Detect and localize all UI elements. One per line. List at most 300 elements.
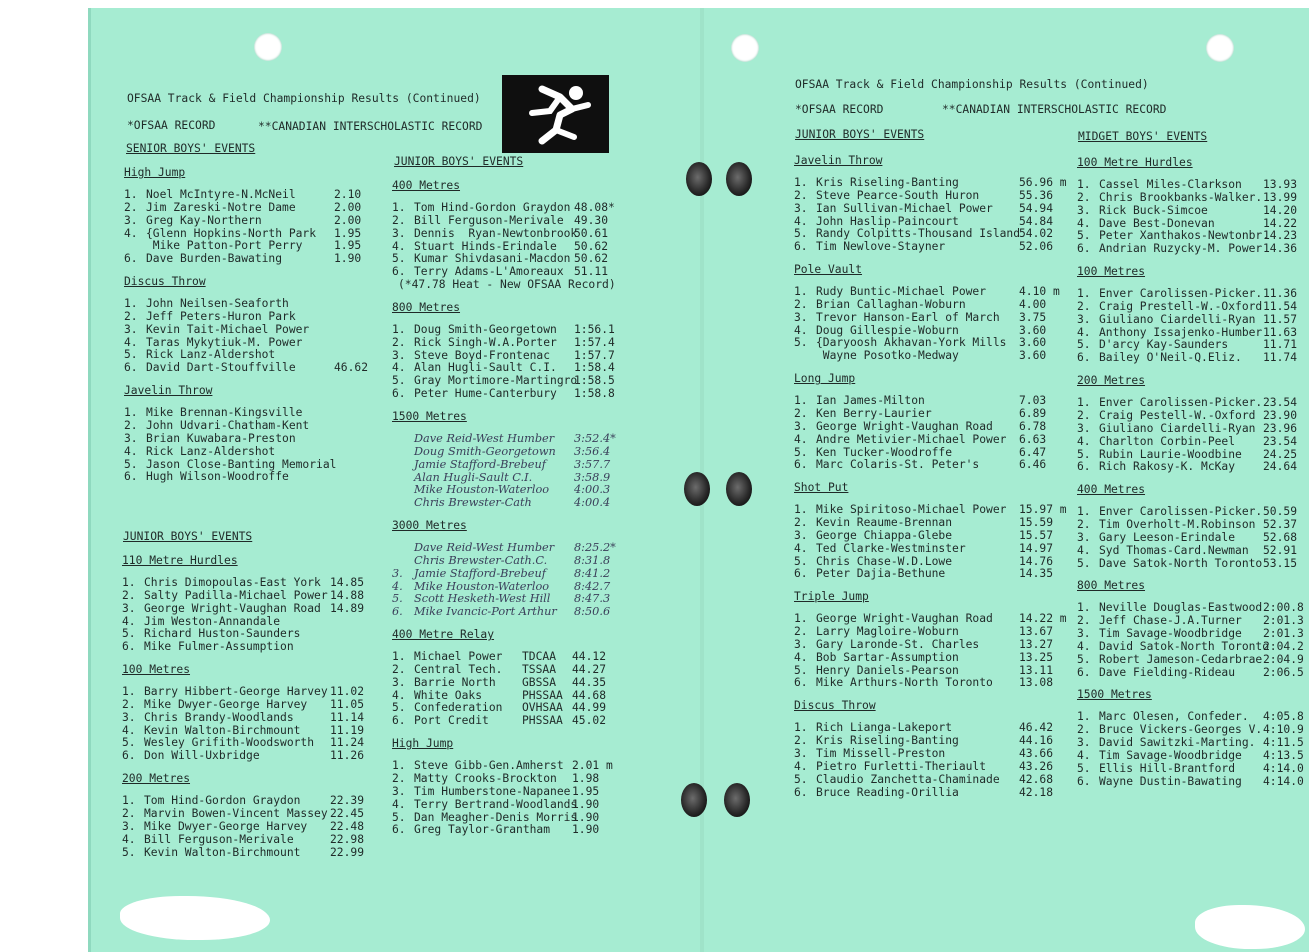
place-number: 1. — [122, 685, 136, 699]
result-row — [124, 202, 374, 215]
event-heading: 100 Metres — [122, 663, 191, 677]
place-number: 1. — [794, 503, 808, 517]
athlete-name: D'arcy Kay-Saunders — [1099, 338, 1229, 352]
athlete-name: Dave Fielding-Rideau — [1099, 665, 1236, 679]
place-number: 2. — [794, 188, 808, 202]
place-number: 1. — [392, 322, 406, 336]
place-number: 2. — [1077, 299, 1091, 313]
result-row — [794, 434, 1069, 447]
athlete-name: Chris Dimopoulas-East York — [144, 576, 321, 589]
place-number: 4. — [392, 361, 406, 375]
athlete-name: Giuliano Ciardelli-Ryan — [1099, 312, 1256, 326]
athlete-name: Bruce Reading-Orillia — [816, 785, 959, 799]
place-number: 2. — [1077, 518, 1091, 532]
result-row — [794, 241, 1069, 254]
place-number: 4. — [794, 432, 808, 446]
result-row — [392, 664, 632, 677]
athlete-name: Tim Overholt-M.Robinson — [1099, 518, 1256, 532]
place-number: 5. — [1077, 652, 1091, 666]
athlete-name: Brian Callaghan-Woburn — [816, 297, 966, 311]
place-number: 4. — [124, 226, 138, 240]
result-value: 1.90 — [572, 823, 600, 837]
result-row — [392, 542, 632, 555]
event-block — [1077, 375, 1303, 474]
athlete-name: Tim Missell-Preston — [816, 747, 946, 760]
athlete-name: Wayne Dustin-Bawating — [1099, 774, 1242, 788]
binder-ring-icon — [724, 783, 750, 817]
result-value: 6.78 — [1019, 419, 1047, 433]
place-number: 6. — [122, 640, 136, 654]
event-block — [794, 264, 1069, 363]
event-heading: 100 Metre Hurdles — [1077, 156, 1193, 169]
result-value: 3.60 — [1019, 349, 1047, 363]
result-value: 3.60 — [1019, 323, 1047, 337]
place-number: 6. — [392, 823, 406, 837]
place-number: 1. — [122, 794, 136, 808]
result-row — [392, 715, 632, 728]
result-value: 42.68 — [1019, 772, 1054, 786]
result-row — [1077, 205, 1303, 218]
place-number: 1. — [794, 285, 808, 299]
result-value: 44.35 — [572, 675, 607, 689]
result-row — [124, 311, 374, 324]
result-row — [124, 215, 374, 228]
athlete-name: Tim Humberstone-Napanee — [414, 784, 571, 798]
result-row — [122, 847, 377, 860]
place-number: 3. — [392, 226, 406, 240]
place-number: 4. — [122, 832, 136, 846]
athlete-name: Bailey O'Neil-Q.Eliz. — [1099, 351, 1242, 365]
athlete-name: Mike Spiritoso-Michael Power — [816, 503, 1007, 517]
place-number: 5. — [122, 627, 136, 641]
athlete-name: Enver Carolissen-Picker. — [1099, 505, 1263, 519]
result-value: 1:57.4 — [574, 335, 615, 349]
athlete-name: Richard Huston-Saunders — [144, 627, 301, 641]
athlete-name: Bruce Vickers-Georges V. — [1099, 723, 1263, 737]
athlete-name: Dave Satok-North Toronto — [1099, 556, 1263, 570]
result-row — [794, 652, 1069, 665]
place-number: 1. — [1077, 601, 1091, 615]
record-legend — [795, 104, 883, 117]
place-number: 3. — [794, 637, 808, 651]
result-row — [1077, 436, 1303, 449]
result-value: 54.02 — [1019, 227, 1054, 241]
result-row — [124, 253, 374, 266]
result-value: 2:04.2 — [1263, 639, 1304, 653]
place-number: 5. — [124, 348, 138, 362]
result-row — [122, 603, 377, 616]
event-block — [392, 302, 632, 401]
left-header — [127, 93, 481, 106]
result-value: 14.76 — [1019, 554, 1054, 568]
event-heading: Triple Jump — [794, 590, 869, 604]
result-value: 1.90 — [572, 797, 600, 811]
place-number: 6. — [794, 785, 808, 799]
result-value: 43.66 — [1019, 747, 1054, 760]
place-number: 4. — [794, 323, 808, 337]
place-number: 5. — [1077, 556, 1091, 570]
torn-spot — [120, 896, 270, 940]
result-value: 54.94 — [1019, 201, 1054, 215]
athlete-name: Robert Jameson-Cedarbrae — [1099, 652, 1263, 666]
athlete-name: Peter Dajia-Bethune — [816, 567, 946, 581]
athlete-name: Gary Leeson-Erindale — [1099, 530, 1236, 544]
result-row — [794, 312, 1069, 325]
result-value: 45.02 — [572, 714, 607, 728]
place-number: 5. — [794, 227, 808, 241]
event-heading: Discus Throw — [794, 699, 876, 713]
result-value: 8:31.8 — [574, 553, 611, 567]
result-value: 3.60 — [1019, 336, 1047, 350]
athlete-name: John Haslip-Paincourt — [816, 214, 959, 228]
result-row — [794, 459, 1069, 472]
place-number: 1. — [122, 576, 136, 589]
athlete-name: David Dart-Stouffville — [146, 361, 296, 375]
event-heading: 1500 Metres — [392, 409, 467, 423]
place-number: 3. — [392, 675, 406, 689]
result-value: 56.96 m — [1019, 176, 1067, 189]
place-number: 3. — [122, 710, 136, 724]
place-number: 6. — [124, 252, 138, 266]
athlete-name: Kevin Reaume-Brennan — [816, 516, 953, 530]
result-row — [1077, 461, 1303, 474]
place-number: 3. — [124, 213, 138, 227]
result-value: 13.08 — [1019, 676, 1054, 690]
athlete-name: Steve Pearce-South Huron — [816, 188, 980, 202]
result-value: 14.88 — [330, 588, 365, 602]
athlete-name: George Wright-Vaughan Road — [816, 419, 993, 433]
place-number: 6. — [124, 361, 138, 375]
result-value: 52.91 — [1263, 543, 1298, 557]
result-value: 14.85 — [330, 576, 365, 589]
result-row — [794, 530, 1069, 543]
place-number: 2. — [392, 213, 406, 227]
event-block — [794, 700, 1069, 799]
result-value: 4:13.5 — [1263, 749, 1304, 762]
place-number: 4. — [392, 579, 403, 593]
section-heading — [126, 143, 255, 156]
result-value: 6.89 — [1019, 406, 1047, 420]
event-block — [794, 591, 1069, 690]
athlete-name: Gary Laronde-St. Charles — [816, 637, 980, 651]
result-row — [1077, 750, 1303, 763]
place-number: 1. — [124, 406, 138, 420]
result-value: 46.42 — [1019, 721, 1054, 735]
result-value: 2:01.3 — [1263, 627, 1304, 641]
torn-spot — [1195, 905, 1305, 949]
result-row — [392, 824, 632, 837]
result-row — [124, 446, 374, 459]
place-number: 3. — [392, 566, 403, 580]
event-heading: 200 Metres — [122, 772, 191, 786]
result-row — [392, 202, 632, 215]
result-value: 4:10.9 — [1263, 723, 1304, 737]
right-header — [795, 79, 1149, 92]
result-row — [122, 590, 377, 603]
athlete-name: Tim Savage-Woodbridge — [1099, 627, 1242, 641]
athlete-name: Dave Reid-West Humber — [414, 541, 555, 555]
place-number: 4. — [1077, 216, 1091, 230]
place-number: 4. — [794, 541, 808, 555]
athlete-name: Ken Berry-Laurier — [816, 406, 932, 420]
result-row — [392, 651, 632, 664]
result-value: 11.02 — [330, 685, 365, 699]
result-row — [392, 799, 632, 812]
punch-hole — [731, 34, 759, 62]
athlete-name: Andre Metivier-Michael Power — [816, 432, 1007, 446]
athlete-name: Brian Kuwabara-Preston — [146, 431, 296, 445]
place-number: 4. — [122, 614, 136, 628]
result-value: 14.22 — [1263, 216, 1298, 230]
result-value: 3:56.4 — [574, 444, 611, 458]
athlete-name: Cassel Miles-Clarkson — [1099, 178, 1242, 191]
region-code: OVHSAA — [522, 701, 563, 715]
result-value: 44.27 — [572, 662, 607, 676]
place-number: 6. — [794, 458, 808, 472]
place-number: 5. — [794, 336, 808, 350]
result-value: 4:05.8 — [1263, 710, 1304, 724]
athlete-name: Jeff Peters-Huron Park — [146, 309, 296, 323]
result-value: 15.59 — [1019, 516, 1054, 530]
junior-boys-heading-right: JUNIOR BOYS' EVENTS — [795, 128, 925, 141]
athlete-name: Mike Dwyer-George Harvey — [144, 697, 308, 711]
result-value: 6.47 — [1019, 445, 1047, 459]
result-row — [794, 774, 1069, 787]
place-number: 3. — [124, 322, 138, 336]
result-row — [794, 517, 1069, 530]
place-number: 2. — [794, 406, 808, 420]
athlete-name: Bill Ferguson-Merivale — [414, 213, 564, 227]
result-row — [1077, 288, 1303, 301]
result-row — [794, 626, 1069, 639]
result-value: 22.48 — [330, 819, 365, 833]
sheet-edge — [88, 8, 91, 952]
binder-ring-icon — [684, 472, 710, 506]
athlete-name: Stuart Hinds-Erindale — [414, 239, 557, 253]
athlete-name: {Daryoosh Akhavan-York Mills — [816, 336, 1007, 350]
athlete-name: Salty Padilla-Michael Power — [144, 588, 328, 602]
result-value: 1:58.5 — [574, 374, 615, 388]
event-heading: 400 Metres — [1077, 483, 1146, 497]
result-value: 13.27 — [1019, 637, 1054, 651]
athlete-name: Michael Power — [414, 650, 503, 664]
athlete-name: David Sawitzki-Marting. — [1099, 736, 1256, 750]
result-row — [794, 677, 1069, 690]
result-value: 6.46 — [1019, 458, 1047, 472]
athlete-name: Marc Colaris-St. Peter's — [816, 458, 980, 472]
result-value: 23.90 — [1263, 408, 1298, 422]
place-number: 3. — [1077, 203, 1091, 217]
junior-boys-heading-2: JUNIOR BOYS' EVENTS — [394, 155, 524, 168]
athlete-name: Rich Rakosy-K. McKay — [1099, 460, 1236, 474]
athlete-name: Kris Riseling-Banting — [816, 734, 959, 748]
athlete-name: Greg Taylor-Grantham — [414, 823, 551, 837]
athlete-name: Barrie North — [414, 675, 496, 689]
athlete-name: Tim Savage-Woodbridge — [1099, 749, 1242, 762]
place-number: 5. — [392, 701, 406, 715]
event-heading: 800 Metres — [392, 300, 461, 314]
result-value: 14.36 — [1263, 242, 1298, 256]
place-number: 3. — [124, 431, 138, 445]
result-value: 50.62 — [574, 252, 609, 266]
result-value: 3:57.7 — [574, 457, 611, 471]
athlete-name: Rubin Laurie-Woodbine — [1099, 447, 1242, 461]
result-value: 4.10 m — [1019, 285, 1060, 299]
event-block — [392, 629, 632, 728]
place-number: 3. — [1077, 421, 1091, 435]
place-number: 4. — [392, 688, 406, 702]
place-number: 2. — [392, 662, 406, 676]
event-block — [392, 520, 632, 619]
result-row — [1077, 628, 1303, 641]
result-value: 4:14.0 — [1263, 761, 1304, 775]
result-row — [122, 821, 377, 834]
result-value: 6.63 — [1019, 432, 1047, 446]
place-number: 5. — [122, 736, 136, 750]
athlete-name: Barry Hibbert-George Harvey — [144, 685, 328, 699]
athlete-name: Dave Reid-West Humber — [414, 431, 555, 445]
place-number: 5. — [122, 845, 136, 859]
athlete-name: Craig Pestell-W.-Oxford — [1099, 408, 1256, 422]
place-number: 1. — [794, 176, 808, 189]
athlete-name: Mike Brennan-Kingsville — [146, 406, 303, 420]
event-heading: 100 Metres — [1077, 265, 1146, 279]
region-code: TSSAA — [522, 662, 557, 676]
place-number: 2. — [124, 200, 138, 214]
result-value: 13.93 — [1263, 178, 1298, 191]
place-number: 4. — [1077, 639, 1091, 653]
athlete-name: Alan Hugli-Sault C.I. — [414, 361, 557, 375]
athlete-name: Bill Ferguson-Merivale — [144, 832, 294, 846]
place-number: 5. — [794, 772, 808, 786]
event-block — [1077, 689, 1303, 788]
result-row — [124, 189, 374, 202]
section-heading — [795, 129, 924, 142]
place-number: 5. — [124, 457, 138, 471]
athlete-name: Doug Gillespie-Woburn — [816, 323, 959, 337]
athlete-name: Rick Lanz-Aldershot — [146, 444, 276, 458]
result-value: 14.23 — [1263, 229, 1298, 243]
athlete-name: Alan Hugli-Sault C.I. — [414, 470, 533, 484]
result-row — [1077, 667, 1303, 680]
result-row — [1077, 519, 1303, 532]
athlete-name: George Wright-Vaughan Road — [816, 612, 993, 626]
result-value: 4:00.3 — [574, 483, 611, 497]
result-value: 2.01 m — [572, 759, 613, 773]
event-heading: 800 Metres — [1077, 579, 1146, 593]
result-value: 11.05 — [330, 697, 365, 711]
athlete-name: Charlton Corbin-Peel — [1099, 434, 1236, 448]
athlete-name: Rich Lianga-Lakeport — [816, 721, 953, 735]
result-value: 48.08* — [574, 201, 615, 214]
result-row — [1077, 352, 1303, 365]
result-value: 3:58.9 — [574, 470, 611, 484]
place-number: 2. — [1077, 190, 1091, 204]
result-value: 43.26 — [1019, 759, 1054, 773]
page-title-right: OFSAA Track & Field Championship Results (Continued) — [795, 78, 1149, 91]
result-row — [1077, 192, 1303, 205]
result-value: 1.98 — [572, 772, 600, 785]
event-heading: 1500 Metres — [1077, 688, 1152, 702]
athlete-name: Ted Clarke-Westminster — [816, 541, 966, 555]
athlete-name: Port Credit — [414, 714, 489, 728]
result-row — [1077, 654, 1303, 667]
result-row — [794, 761, 1069, 774]
right-junior-column — [794, 145, 1069, 799]
athlete-name: George Wright-Vaughan Road — [144, 601, 321, 615]
place-number: 1. — [1077, 710, 1091, 724]
result-value: 1:58.4 — [574, 361, 615, 375]
result-row — [122, 641, 377, 654]
athlete-name: White Oaks — [414, 688, 483, 702]
athlete-name: Dave Best-Donevan — [1099, 216, 1215, 230]
athlete-name: Chris Brandy-Woodlands — [144, 710, 294, 724]
event-block — [794, 155, 1069, 254]
result-value: 13.67 — [1019, 625, 1054, 639]
athlete-name: Larry Magloire-Woburn — [816, 625, 959, 639]
place-number: 1. — [1077, 505, 1091, 519]
result-value: 8:47.3 — [574, 592, 611, 606]
place-number: 1. — [794, 721, 808, 735]
result-value: 2.10 — [334, 188, 362, 201]
result-value: 44.12 — [572, 650, 607, 664]
result-value: 4:11.5 — [1263, 736, 1304, 750]
place-number: 5. — [392, 810, 406, 824]
result-row — [392, 568, 632, 581]
event-block — [124, 167, 374, 266]
event-block — [122, 773, 377, 859]
result-value: 44.99 — [572, 701, 607, 715]
result-value: 1.90 — [334, 252, 362, 266]
place-number: 1. — [392, 201, 406, 214]
place-number: 6. — [392, 265, 406, 279]
binder-ring-icon — [726, 472, 752, 506]
result-value: 4:14.0 — [1263, 774, 1304, 788]
result-row — [1077, 301, 1303, 314]
place-number: 2. — [1077, 723, 1091, 737]
place-number: 4. — [392, 239, 406, 253]
athlete-name: Enver Carolissen-Picker. — [1099, 396, 1263, 410]
athlete-name: John Udvari-Chatham-Kent — [146, 418, 310, 432]
result-row — [392, 555, 632, 568]
place-number: 5. — [794, 445, 808, 459]
result-value: 3:52.4* — [574, 431, 616, 445]
athlete-name: Mike Houston-Waterloo — [414, 579, 550, 593]
athlete-name: Peter Xanthakos-Newtonbr. — [1099, 229, 1270, 243]
canadian-record-legend-right: **CANADIAN INTERSCHOLASTIC RECORD — [942, 103, 1167, 116]
athlete-name: Dennis Ryan-Newtonbrook — [414, 226, 578, 240]
result-value: 22.45 — [330, 806, 365, 820]
result-row — [794, 408, 1069, 421]
athlete-name: Neville Douglas-Eastwood — [1099, 601, 1263, 615]
athlete-name: Dan Meagher-Denis Morris — [414, 810, 578, 824]
result-value: 1:56.1 — [574, 322, 615, 336]
athlete-name: Bob Sartar-Assumption — [816, 650, 959, 664]
place-number: 6. — [794, 240, 808, 254]
result-row — [794, 286, 1069, 299]
result-row — [794, 203, 1069, 216]
place-number: 2. — [122, 806, 136, 820]
place-number: 5. — [794, 663, 808, 677]
place-number: 2. — [124, 418, 138, 432]
place-number: 6. — [1077, 460, 1091, 474]
athlete-name: Chris Brookbanks-Walker. — [1099, 190, 1263, 204]
event-block — [124, 385, 374, 484]
result-value: 14.35 — [1019, 567, 1054, 581]
result-row — [794, 421, 1069, 434]
result-row — [122, 750, 377, 763]
result-row — [122, 699, 377, 712]
